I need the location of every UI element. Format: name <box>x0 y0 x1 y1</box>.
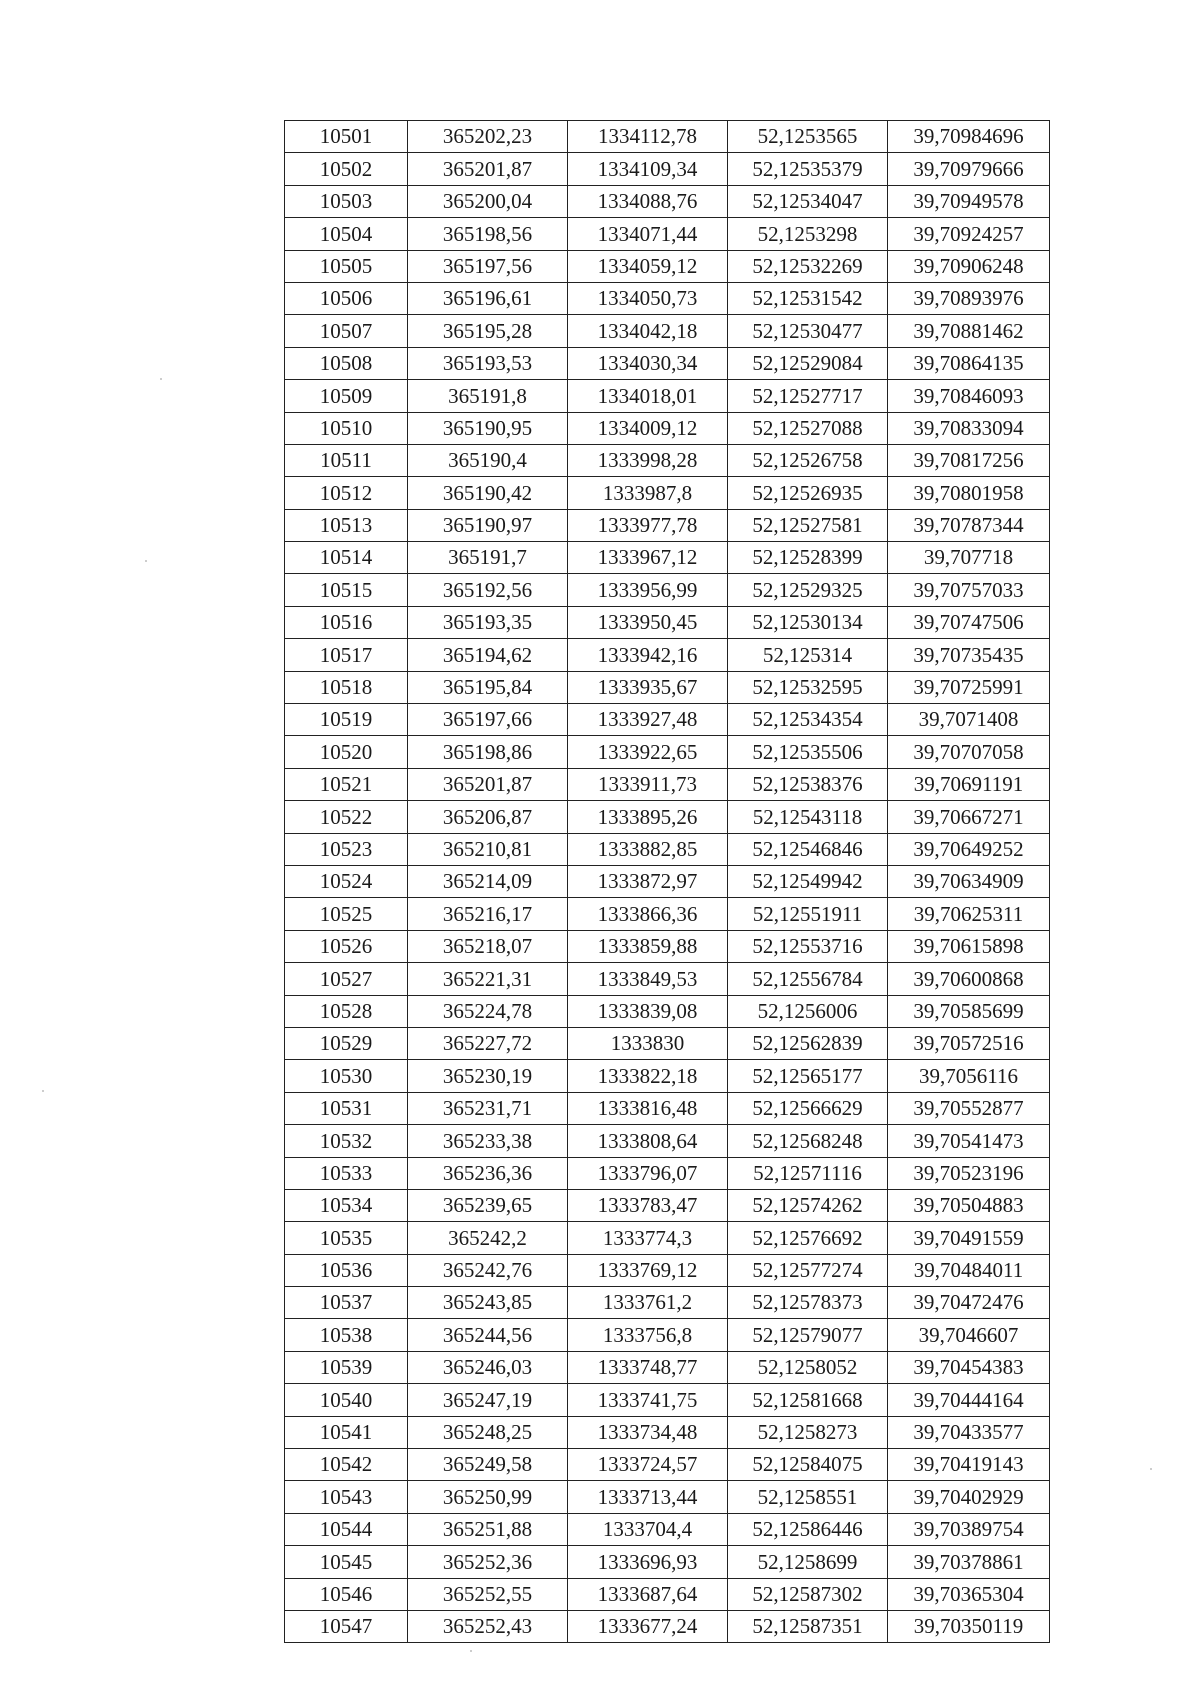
coordinate-y-cell: 1333724,57 <box>568 1449 728 1481</box>
coordinate-x-cell: 365249,58 <box>408 1449 568 1481</box>
point-number-cell: 10502 <box>285 153 408 185</box>
coordinate-x-cell: 365242,2 <box>408 1222 568 1254</box>
latitude-cell: 52,12532595 <box>728 671 888 703</box>
latitude-cell: 52,12562839 <box>728 1027 888 1059</box>
coordinate-y-cell: 1334042,18 <box>568 315 728 347</box>
coordinate-x-cell: 365198,56 <box>408 218 568 250</box>
coordinate-y-cell: 1333922,65 <box>568 736 728 768</box>
coordinate-y-cell: 1333741,75 <box>568 1384 728 1416</box>
coordinate-x-cell: 365198,86 <box>408 736 568 768</box>
longitude-cell: 39,70615898 <box>888 930 1050 962</box>
point-number-cell: 10545 <box>285 1546 408 1578</box>
latitude-cell: 52,12579077 <box>728 1319 888 1351</box>
longitude-cell: 39,70504883 <box>888 1189 1050 1221</box>
coordinate-x-cell: 365247,19 <box>408 1384 568 1416</box>
coordinate-x-cell: 365252,43 <box>408 1610 568 1642</box>
table-row <box>285 121 1050 153</box>
longitude-cell: 39,70735435 <box>888 639 1050 671</box>
latitude-cell: 52,12527717 <box>728 380 888 412</box>
table-row <box>285 444 1050 476</box>
latitude-cell: 52,125314 <box>728 639 888 671</box>
longitude-cell: 39,70725991 <box>888 671 1050 703</box>
latitude-cell: 52,12577274 <box>728 1254 888 1286</box>
table-row <box>285 1092 1050 1124</box>
longitude-cell: 39,70634909 <box>888 865 1050 897</box>
coordinate-y-cell: 1334088,76 <box>568 185 728 217</box>
point-number-cell: 10542 <box>285 1449 408 1481</box>
coordinate-y-cell: 1333687,64 <box>568 1578 728 1610</box>
longitude-cell: 39,70433577 <box>888 1416 1050 1448</box>
coordinate-y-cell: 1334050,73 <box>568 282 728 314</box>
coordinate-x-cell: 365197,56 <box>408 250 568 282</box>
point-number-cell: 10540 <box>285 1384 408 1416</box>
coordinate-y-cell: 1333761,2 <box>568 1287 728 1319</box>
coordinate-x-cell: 365236,36 <box>408 1157 568 1189</box>
longitude-cell: 39,70691191 <box>888 768 1050 800</box>
latitude-cell: 52,12530134 <box>728 606 888 638</box>
longitude-cell: 39,70949578 <box>888 185 1050 217</box>
table-row <box>285 185 1050 217</box>
point-number-cell: 10506 <box>285 282 408 314</box>
point-number-cell: 10536 <box>285 1254 408 1286</box>
latitude-cell: 52,12529325 <box>728 574 888 606</box>
point-number-cell: 10510 <box>285 412 408 444</box>
table-row <box>285 606 1050 638</box>
point-number-cell: 10547 <box>285 1610 408 1642</box>
longitude-cell: 39,70454383 <box>888 1351 1050 1383</box>
coordinate-y-cell: 1333713,44 <box>568 1481 728 1513</box>
coordinate-y-cell: 1333748,77 <box>568 1351 728 1383</box>
coordinate-y-cell: 1334109,34 <box>568 153 728 185</box>
longitude-cell: 39,70881462 <box>888 315 1050 347</box>
table-row <box>285 930 1050 962</box>
table-row <box>285 1319 1050 1351</box>
coordinate-y-cell: 1333911,73 <box>568 768 728 800</box>
table-row <box>285 1060 1050 1092</box>
latitude-cell: 52,12530477 <box>728 315 888 347</box>
latitude-cell: 52,12571116 <box>728 1157 888 1189</box>
point-number-cell: 10534 <box>285 1189 408 1221</box>
point-number-cell: 10511 <box>285 444 408 476</box>
table-row <box>285 315 1050 347</box>
coordinate-y-cell: 1333796,07 <box>568 1157 728 1189</box>
table-row <box>285 1610 1050 1642</box>
latitude-cell: 52,12553716 <box>728 930 888 962</box>
coordinate-y-cell: 1334059,12 <box>568 250 728 282</box>
table-row <box>285 218 1050 250</box>
latitude-cell: 52,12587351 <box>728 1610 888 1642</box>
point-number-cell: 10514 <box>285 542 408 574</box>
longitude-cell: 39,7056116 <box>888 1060 1050 1092</box>
coordinate-y-cell: 1333783,47 <box>568 1189 728 1221</box>
longitude-cell: 39,70747506 <box>888 606 1050 638</box>
coordinate-x-cell: 365230,19 <box>408 1060 568 1092</box>
latitude-cell: 52,12534047 <box>728 185 888 217</box>
longitude-cell: 39,70817256 <box>888 444 1050 476</box>
table-row <box>285 1546 1050 1578</box>
point-number-cell: 10516 <box>285 606 408 638</box>
point-number-cell: 10528 <box>285 995 408 1027</box>
coordinate-y-cell: 1333977,78 <box>568 509 728 541</box>
coordinate-x-cell: 365193,35 <box>408 606 568 638</box>
longitude-cell: 39,70600868 <box>888 963 1050 995</box>
latitude-cell: 52,12581668 <box>728 1384 888 1416</box>
table-row <box>285 865 1050 897</box>
coordinate-x-cell: 365191,8 <box>408 380 568 412</box>
table-row <box>285 1513 1050 1545</box>
table-row <box>285 1125 1050 1157</box>
point-number-cell: 10507 <box>285 315 408 347</box>
point-number-cell: 10529 <box>285 1027 408 1059</box>
point-number-cell: 10537 <box>285 1287 408 1319</box>
coordinate-x-cell: 365216,17 <box>408 898 568 930</box>
latitude-cell: 52,1258699 <box>728 1546 888 1578</box>
longitude-cell: 39,70984696 <box>888 121 1050 153</box>
table-row <box>285 833 1050 865</box>
longitude-cell: 39,70378861 <box>888 1546 1050 1578</box>
table-row <box>285 801 1050 833</box>
longitude-cell: 39,70846093 <box>888 380 1050 412</box>
table-row <box>285 282 1050 314</box>
longitude-cell: 39,70491559 <box>888 1222 1050 1254</box>
latitude-cell: 52,12528399 <box>728 542 888 574</box>
latitude-cell: 52,12578373 <box>728 1287 888 1319</box>
longitude-cell: 39,70552877 <box>888 1092 1050 1124</box>
coordinate-y-cell: 1333882,85 <box>568 833 728 865</box>
longitude-cell: 39,707718 <box>888 542 1050 574</box>
latitude-cell: 52,12568248 <box>728 1125 888 1157</box>
longitude-cell: 39,70389754 <box>888 1513 1050 1545</box>
point-number-cell: 10521 <box>285 768 408 800</box>
latitude-cell: 52,12526758 <box>728 444 888 476</box>
longitude-cell: 39,70757033 <box>888 574 1050 606</box>
coordinate-y-cell: 1333942,16 <box>568 639 728 671</box>
coordinate-x-cell: 365248,25 <box>408 1416 568 1448</box>
coordinate-y-cell: 1333774,3 <box>568 1222 728 1254</box>
longitude-cell: 39,70707058 <box>888 736 1050 768</box>
latitude-cell: 52,12576692 <box>728 1222 888 1254</box>
latitude-cell: 52,12526935 <box>728 477 888 509</box>
point-number-cell: 10520 <box>285 736 408 768</box>
scan-speck <box>1150 1468 1152 1470</box>
point-number-cell: 10517 <box>285 639 408 671</box>
latitude-cell: 52,12546846 <box>728 833 888 865</box>
point-number-cell: 10535 <box>285 1222 408 1254</box>
latitude-cell: 52,12556784 <box>728 963 888 995</box>
table-row <box>285 1157 1050 1189</box>
table-row <box>285 639 1050 671</box>
point-number-cell: 10526 <box>285 930 408 962</box>
point-number-cell: 10512 <box>285 477 408 509</box>
coordinate-x-cell: 365190,95 <box>408 412 568 444</box>
table-row <box>285 380 1050 412</box>
point-number-cell: 10531 <box>285 1092 408 1124</box>
table-row <box>285 542 1050 574</box>
coordinate-y-cell: 1333822,18 <box>568 1060 728 1092</box>
latitude-cell: 52,12538376 <box>728 768 888 800</box>
longitude-cell: 39,70667271 <box>888 801 1050 833</box>
coordinate-x-cell: 365242,76 <box>408 1254 568 1286</box>
latitude-cell: 52,12529084 <box>728 347 888 379</box>
table-row <box>285 1481 1050 1513</box>
latitude-cell: 52,12534354 <box>728 704 888 736</box>
coordinate-x-cell: 365224,78 <box>408 995 568 1027</box>
coordinate-y-cell: 1333950,45 <box>568 606 728 638</box>
scan-speck <box>160 378 162 380</box>
coordinate-y-cell: 1333872,97 <box>568 865 728 897</box>
table-row <box>285 412 1050 444</box>
point-number-cell: 10505 <box>285 250 408 282</box>
coordinate-y-cell: 1333808,64 <box>568 1125 728 1157</box>
table-row <box>285 1027 1050 1059</box>
table-row <box>285 671 1050 703</box>
latitude-cell: 52,12543118 <box>728 801 888 833</box>
longitude-cell: 39,70350119 <box>888 1610 1050 1642</box>
coordinate-y-cell: 1333927,48 <box>568 704 728 736</box>
table-row <box>285 1384 1050 1416</box>
latitude-cell: 52,12531542 <box>728 282 888 314</box>
point-number-cell: 10533 <box>285 1157 408 1189</box>
coordinate-y-cell: 1333859,88 <box>568 930 728 962</box>
latitude-cell: 52,1256006 <box>728 995 888 1027</box>
coordinate-y-cell: 1333839,08 <box>568 995 728 1027</box>
coordinate-y-cell: 1333769,12 <box>568 1254 728 1286</box>
point-number-cell: 10508 <box>285 347 408 379</box>
coordinates-table-body <box>285 121 1050 1643</box>
point-number-cell: 10546 <box>285 1578 408 1610</box>
latitude-cell: 52,12532269 <box>728 250 888 282</box>
point-number-cell: 10518 <box>285 671 408 703</box>
coordinate-x-cell: 365192,56 <box>408 574 568 606</box>
longitude-cell: 39,70864135 <box>888 347 1050 379</box>
coordinate-x-cell: 365190,4 <box>408 444 568 476</box>
latitude-cell: 52,12535379 <box>728 153 888 185</box>
table-row <box>285 1189 1050 1221</box>
longitude-cell: 39,70365304 <box>888 1578 1050 1610</box>
table-row <box>285 1416 1050 1448</box>
point-number-cell: 10532 <box>285 1125 408 1157</box>
point-number-cell: 10538 <box>285 1319 408 1351</box>
table-row <box>285 704 1050 736</box>
longitude-cell: 39,70906248 <box>888 250 1050 282</box>
point-number-cell: 10522 <box>285 801 408 833</box>
longitude-cell: 39,70924257 <box>888 218 1050 250</box>
coordinate-y-cell: 1333956,99 <box>568 574 728 606</box>
point-number-cell: 10527 <box>285 963 408 995</box>
table-row <box>285 736 1050 768</box>
coordinate-y-cell: 1334030,34 <box>568 347 728 379</box>
coordinate-x-cell: 365233,38 <box>408 1125 568 1157</box>
latitude-cell: 52,12574262 <box>728 1189 888 1221</box>
table-row <box>285 1578 1050 1610</box>
coordinate-x-cell: 365244,56 <box>408 1319 568 1351</box>
scan-speck <box>42 1090 44 1092</box>
table-row <box>285 1449 1050 1481</box>
point-number-cell: 10530 <box>285 1060 408 1092</box>
coordinate-y-cell: 1334112,78 <box>568 121 728 153</box>
latitude-cell: 52,1258273 <box>728 1416 888 1448</box>
table-row <box>285 898 1050 930</box>
point-number-cell: 10523 <box>285 833 408 865</box>
coordinate-y-cell: 1333987,8 <box>568 477 728 509</box>
coordinate-x-cell: 365246,03 <box>408 1351 568 1383</box>
longitude-cell: 39,7046607 <box>888 1319 1050 1351</box>
coordinate-x-cell: 365195,84 <box>408 671 568 703</box>
coordinate-x-cell: 365200,04 <box>408 185 568 217</box>
coordinate-x-cell: 365191,7 <box>408 542 568 574</box>
coordinate-y-cell: 1333998,28 <box>568 444 728 476</box>
latitude-cell: 52,1253298 <box>728 218 888 250</box>
longitude-cell: 39,70625311 <box>888 898 1050 930</box>
coordinate-x-cell: 365190,42 <box>408 477 568 509</box>
longitude-cell: 39,70572516 <box>888 1027 1050 1059</box>
latitude-cell: 52,12587302 <box>728 1578 888 1610</box>
coordinate-x-cell: 365221,31 <box>408 963 568 995</box>
latitude-cell: 52,12527088 <box>728 412 888 444</box>
point-number-cell: 10501 <box>285 121 408 153</box>
coordinate-y-cell: 1333734,48 <box>568 1416 728 1448</box>
coordinate-x-cell: 365243,85 <box>408 1287 568 1319</box>
coordinate-x-cell: 365201,87 <box>408 768 568 800</box>
table-row <box>285 250 1050 282</box>
coordinate-y-cell: 1333967,12 <box>568 542 728 574</box>
coordinate-x-cell: 365214,09 <box>408 865 568 897</box>
coordinate-x-cell: 365210,81 <box>408 833 568 865</box>
table-row <box>285 995 1050 1027</box>
table-row <box>285 347 1050 379</box>
longitude-cell: 39,70523196 <box>888 1157 1050 1189</box>
point-number-cell: 10515 <box>285 574 408 606</box>
table-row <box>285 1287 1050 1319</box>
longitude-cell: 39,70787344 <box>888 509 1050 541</box>
latitude-cell: 52,12584075 <box>728 1449 888 1481</box>
table-row <box>285 963 1050 995</box>
coordinate-y-cell: 1333849,53 <box>568 963 728 995</box>
coordinate-x-cell: 365190,97 <box>408 509 568 541</box>
coordinate-y-cell: 1333756,8 <box>568 1319 728 1351</box>
longitude-cell: 39,70472476 <box>888 1287 1050 1319</box>
coordinate-x-cell: 365250,99 <box>408 1481 568 1513</box>
longitude-cell: 39,70419143 <box>888 1449 1050 1481</box>
longitude-cell: 39,70484011 <box>888 1254 1050 1286</box>
coordinate-x-cell: 365218,07 <box>408 930 568 962</box>
coordinates-table <box>284 120 1050 1643</box>
latitude-cell: 52,1253565 <box>728 121 888 153</box>
scan-speck <box>145 560 147 562</box>
coordinate-x-cell: 365252,36 <box>408 1546 568 1578</box>
coordinate-x-cell: 365227,72 <box>408 1027 568 1059</box>
coordinate-x-cell: 365196,61 <box>408 282 568 314</box>
point-number-cell: 10503 <box>285 185 408 217</box>
table-row <box>285 574 1050 606</box>
point-number-cell: 10544 <box>285 1513 408 1545</box>
coordinate-x-cell: 365206,87 <box>408 801 568 833</box>
latitude-cell: 52,12586446 <box>728 1513 888 1545</box>
point-number-cell: 10504 <box>285 218 408 250</box>
coordinate-x-cell: 365194,62 <box>408 639 568 671</box>
longitude-cell: 39,70649252 <box>888 833 1050 865</box>
latitude-cell: 52,12535506 <box>728 736 888 768</box>
table-row <box>285 768 1050 800</box>
longitude-cell: 39,7071408 <box>888 704 1050 736</box>
coordinate-x-cell: 365239,65 <box>408 1189 568 1221</box>
coordinate-y-cell: 1333895,26 <box>568 801 728 833</box>
coordinate-y-cell: 1333696,93 <box>568 1546 728 1578</box>
point-number-cell: 10519 <box>285 704 408 736</box>
coordinate-y-cell: 1333935,67 <box>568 671 728 703</box>
longitude-cell: 39,70833094 <box>888 412 1050 444</box>
latitude-cell: 52,12549942 <box>728 865 888 897</box>
table-row <box>285 1254 1050 1286</box>
longitude-cell: 39,70402929 <box>888 1481 1050 1513</box>
table-row <box>285 1351 1050 1383</box>
latitude-cell: 52,12565177 <box>728 1060 888 1092</box>
point-number-cell: 10509 <box>285 380 408 412</box>
coordinate-y-cell: 1334071,44 <box>568 218 728 250</box>
coordinate-x-cell: 365202,23 <box>408 121 568 153</box>
longitude-cell: 39,70801958 <box>888 477 1050 509</box>
coordinate-x-cell: 365193,53 <box>408 347 568 379</box>
table-row <box>285 477 1050 509</box>
coordinate-y-cell: 1333830 <box>568 1027 728 1059</box>
longitude-cell: 39,70444164 <box>888 1384 1050 1416</box>
coordinate-x-cell: 365195,28 <box>408 315 568 347</box>
coordinate-x-cell: 365252,55 <box>408 1578 568 1610</box>
coordinate-y-cell: 1333866,36 <box>568 898 728 930</box>
table-row <box>285 509 1050 541</box>
latitude-cell: 52,12527581 <box>728 509 888 541</box>
coordinate-x-cell: 365251,88 <box>408 1513 568 1545</box>
coordinate-x-cell: 365197,66 <box>408 704 568 736</box>
table-row <box>285 1222 1050 1254</box>
longitude-cell: 39,70979666 <box>888 153 1050 185</box>
table-row <box>285 153 1050 185</box>
point-number-cell: 10513 <box>285 509 408 541</box>
latitude-cell: 52,12551911 <box>728 898 888 930</box>
point-number-cell: 10539 <box>285 1351 408 1383</box>
point-number-cell: 10541 <box>285 1416 408 1448</box>
point-number-cell: 10525 <box>285 898 408 930</box>
latitude-cell: 52,1258052 <box>728 1351 888 1383</box>
coordinate-y-cell: 1333816,48 <box>568 1092 728 1124</box>
scan-speck <box>470 1650 472 1652</box>
coordinate-x-cell: 365201,87 <box>408 153 568 185</box>
point-number-cell: 10524 <box>285 865 408 897</box>
longitude-cell: 39,70893976 <box>888 282 1050 314</box>
coordinate-y-cell: 1334009,12 <box>568 412 728 444</box>
coordinate-x-cell: 365231,71 <box>408 1092 568 1124</box>
latitude-cell: 52,12566629 <box>728 1092 888 1124</box>
coordinate-y-cell: 1333677,24 <box>568 1610 728 1642</box>
longitude-cell: 39,70541473 <box>888 1125 1050 1157</box>
longitude-cell: 39,70585699 <box>888 995 1050 1027</box>
latitude-cell: 52,1258551 <box>728 1481 888 1513</box>
point-number-cell: 10543 <box>285 1481 408 1513</box>
coordinate-y-cell: 1334018,01 <box>568 380 728 412</box>
coordinate-y-cell: 1333704,4 <box>568 1513 728 1545</box>
